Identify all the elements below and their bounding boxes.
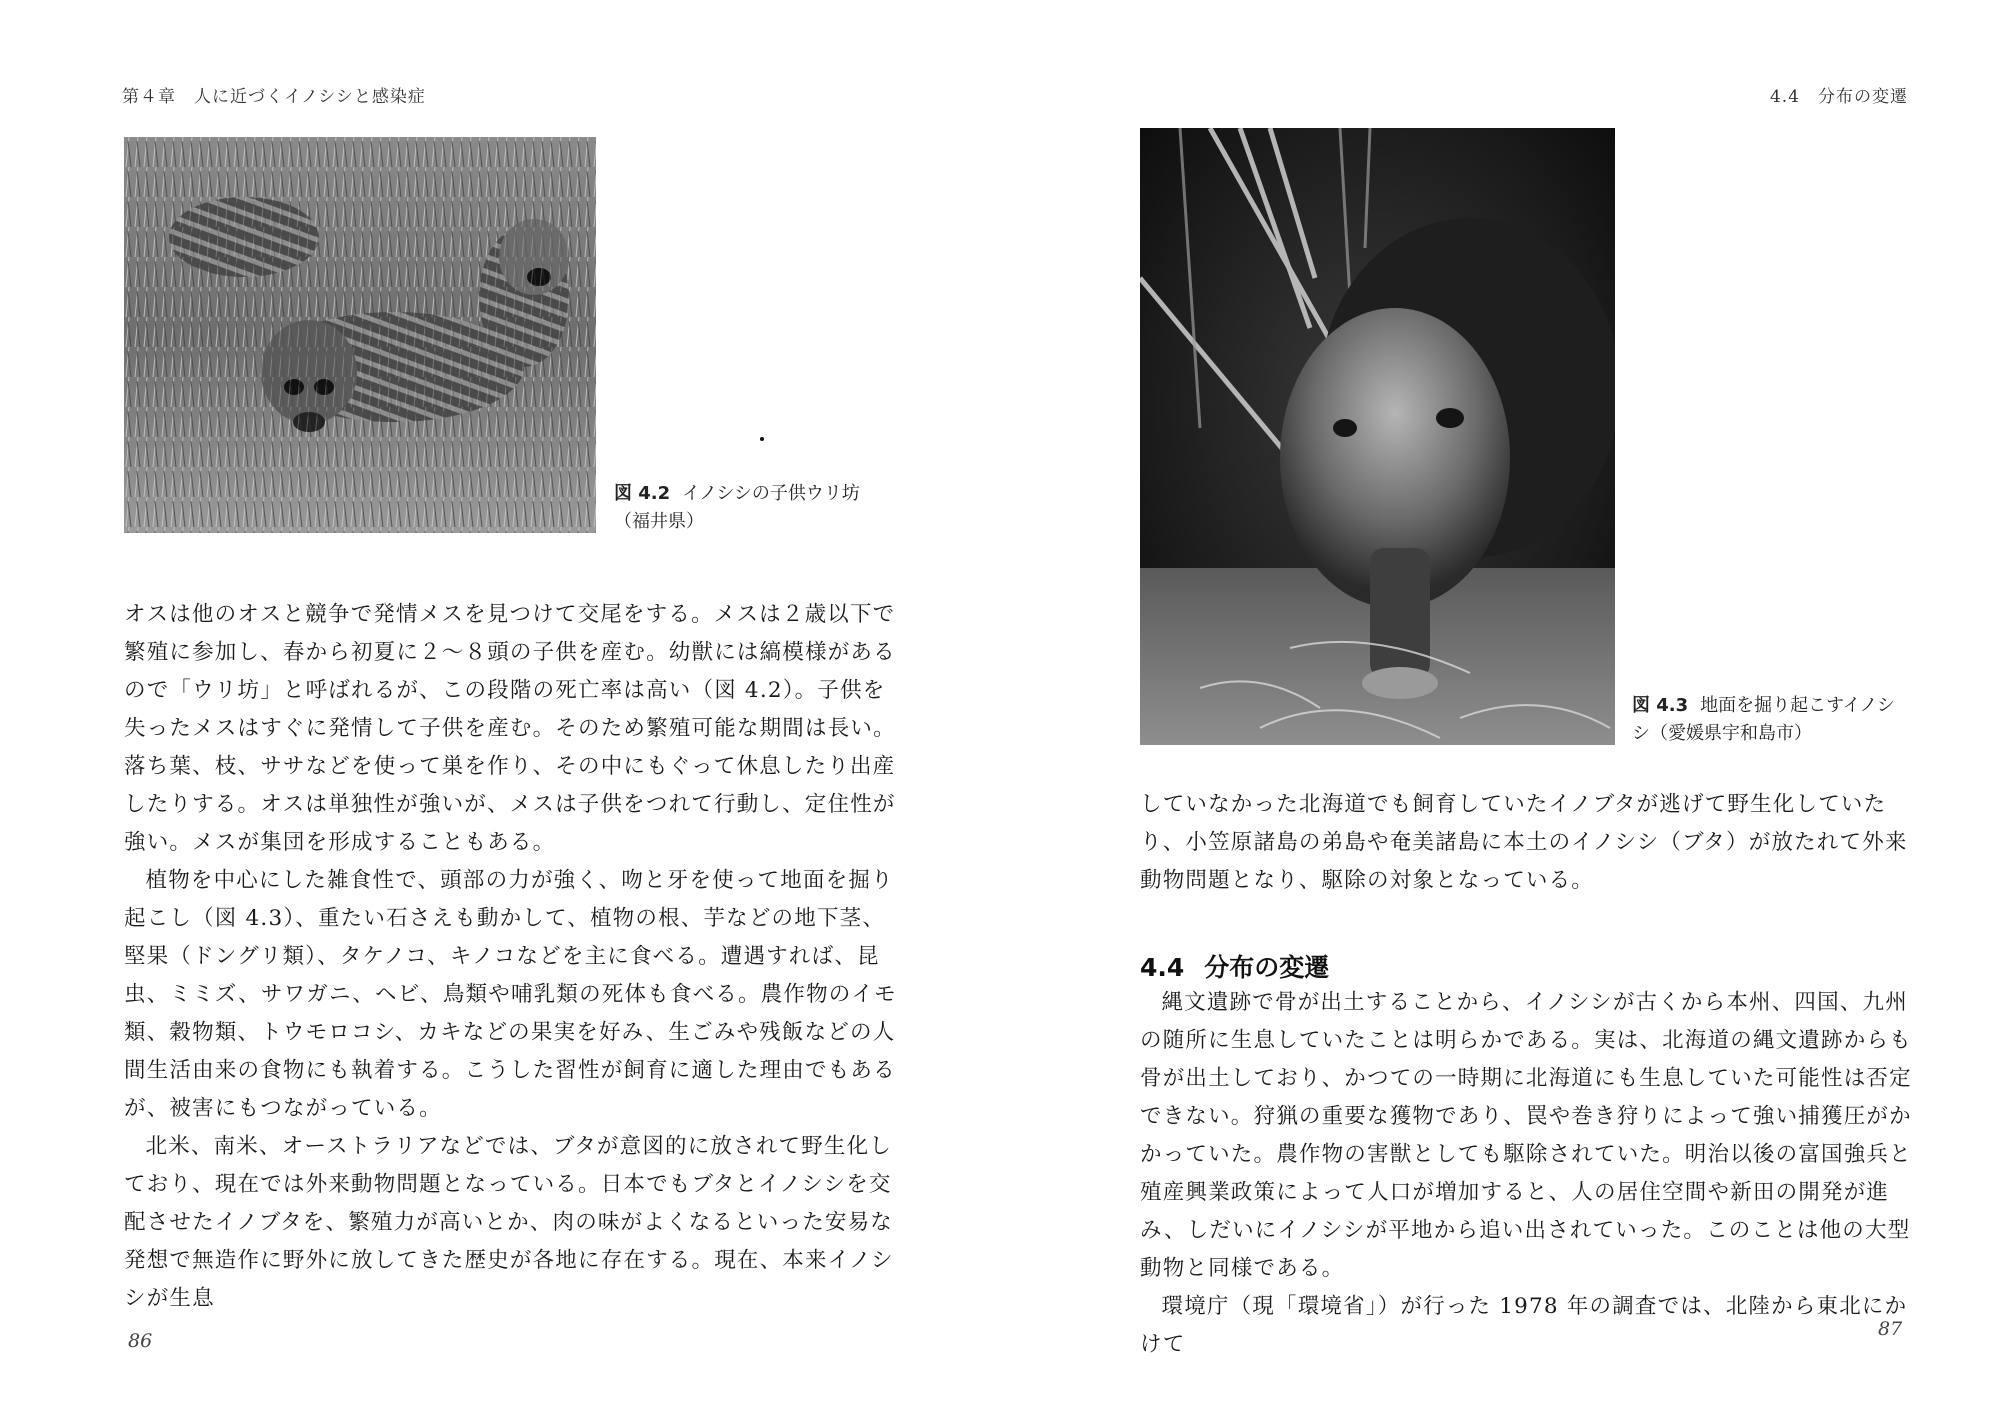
figure-4-3-photo <box>1140 128 1615 745</box>
figure-4-2-photo <box>124 137 596 533</box>
paragraph: 北米、南米、オーストラリアなどでは、ブタが意図的に放されて野生化しており、現在では外来動物問題となっている。日本でもブタとイノシシを交配させたイノブタを、繁殖力が高いとか、肉の味がよくなるといった安易な発想で無造作に野外に放してきた歴史が各地に存在する。現在、本来イノシシが生息 <box>124 1134 894 1311</box>
page-number-left: 86 <box>128 1330 153 1352</box>
left-body-text <box>124 596 906 1318</box>
caption-text: 地面を掘り起こすイノシ <box>1700 695 1895 716</box>
caption-location: （福井県） <box>614 511 704 532</box>
section-heading <box>1140 948 1329 984</box>
paragraph: オスは他のオスと競争で発情メスを見つけて交尾をする。メスは２歳以下で繁殖に参加し、春から初夏に２～８頭の子供を産む。幼獣には縞模様があるので「ウリ坊」と呼ばれるが、この段階の死亡率は高い（図 4.2）。子供を失ったメスはすぐに発情して子供を産む。そのため繁殖可能な期間は長い。落ち葉、枝、ササなどを使って巣を作り、その中にもぐって休息したり出産したりする。オスは単独性が強いが、メスは子供をつれて行動し、定住性が強い。メスが集団を形成することもある。 <box>124 602 896 855</box>
paragraph: 植物を中心にした雑食性で、頭部の力が強く、吻と牙を使って地面を掘り起こし（図 4.3）、重たい石さえも動かして、植物の根、芋などの地下茎、堅果（ドングリ類）、タケノコ、キノコなどを主に食べる。遭遇すれば、昆虫、ミミズ、サワガニ、ヘビ、鳥類や哺乳類の死体も食べる。農作物のイモ類、穀物類、トウモロコシ、カキなどの果実を好み、生ごみや残飯などの人間生活由来の食物にも執着する。こうした習性が飼育に適した理由でもあるが、被害にもつながっている。 <box>124 868 897 1121</box>
caption-location: シ（愛媛県宇和島市） <box>1632 723 1812 744</box>
wild-boar-rooting-image <box>1140 128 1615 745</box>
figure-label: 図 4.2 <box>614 483 671 504</box>
wild-boar-piglets-image <box>124 137 596 533</box>
section-title: 分布の変遷 <box>1204 953 1330 982</box>
page-number-right: 87 <box>1878 1318 1903 1340</box>
right-page <box>1000 0 2000 1414</box>
running-head-right: 4.4 分布の変遷 <box>1769 87 1908 107</box>
figure-label: 図 4.3 <box>1632 695 1689 716</box>
section-number: 4.4 <box>1140 953 1185 982</box>
print-speck <box>760 437 764 441</box>
paragraph: していなかった北海道でも飼育していたイノブタが逃げて野生化していたり、小笠原諸島の弟島や奄美諸島に本土のイノシシ（ブタ）が放たれて外来動物問題となり、駆除の対象となっている。 <box>1140 792 1908 893</box>
caption-text: イノシシの子供ウリ坊 <box>682 483 860 504</box>
right-body-text-top <box>1140 786 1922 900</box>
figure-4-3-caption <box>1632 692 1922 748</box>
paragraph: 縄文遺跡で骨が出土することから、イノシシが古くから本州、四国、九州の随所に生息していたことは明らかである。実は、北海道の縄文遺跡からも骨が出土しており、かつての一時期に北海道にも生息していた可能性は否定できない。狩猟の重要な獲物であり、罠や巻き狩りによって強い捕獲圧がかかっていた。農作物の害獣としても駆除されていた。明治以後の富国強兵と殖産興業政策によって人口が増加すると、人の居住空間や新田の開発が進み、しだいにイノシシが平地から追い出されていった。このことは他の大型動物と同様である。 <box>1140 990 1912 1281</box>
running-head-left: 第４章 人に近づくイノシシと感染症 <box>122 87 426 107</box>
right-body-text-bottom <box>1140 984 1922 1364</box>
figure-4-2-caption <box>614 480 914 536</box>
paragraph: 環境庁（現「環境省」）が行った 1978 年の調査では、北陸から東北にかけて <box>1140 1294 1908 1357</box>
